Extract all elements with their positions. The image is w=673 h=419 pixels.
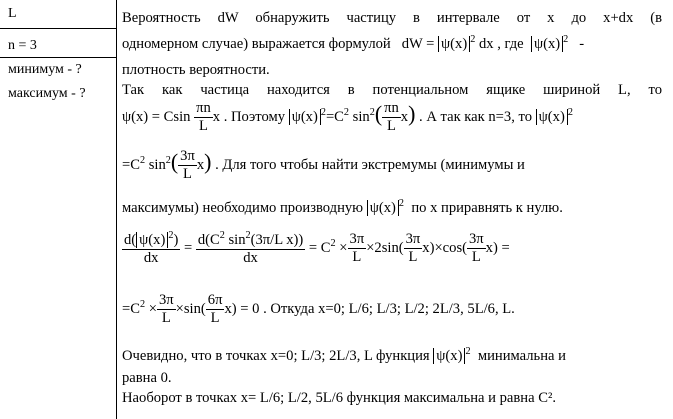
- line-5-t2: . А так как n=3, то: [419, 108, 532, 125]
- given-panel: [0, 0, 116, 419]
- column-divider: [116, 0, 117, 419]
- line-4: Так как частица находится в потенциальном ящике шириной L, то: [122, 82, 662, 98]
- line-6-text: . Для того чтобы найти экстремумы (минимумы и: [215, 156, 525, 173]
- line-9: [122, 292, 515, 327]
- line-3: плотность вероятности.: [122, 62, 270, 78]
- formula-psi: ψ(x) = Csin $\frac{\pi n}{L}$ x: [122, 100, 221, 134]
- formula-zero: $=C^2$ × $\frac{3\pi}{L}$ ×sin( $\frac{6\pi}{L}$ x) = 0: [122, 292, 260, 326]
- frac-d-sin: $\frac{d(C^2 \sin^2(3\pi/L x))}{dx}$: [197, 230, 304, 266]
- formula-derivative-target: ψ(x) $^2$: [367, 200, 404, 216]
- frac-6pi-l: $\frac{6\pi}{L}$: [207, 292, 223, 326]
- line-12: Наоборот в точках x= L/6; L/2, 5L/6 функция максимальна и равна C².: [122, 390, 556, 406]
- formula-min: ψ(x) $^2$: [433, 348, 470, 364]
- line-2-text: одномерном случае) выражается формулой: [122, 35, 391, 52]
- given-length: L: [8, 6, 17, 21]
- frac-3pi-l-c: $\frac{3\pi}{L}$: [469, 230, 484, 265]
- line-11: равна 0.: [122, 370, 172, 386]
- frac-3pi-l-b: $\frac{3\pi}{L}$: [405, 230, 421, 265]
- given-divider-1: [0, 28, 116, 29]
- formula-psi-sq-2: ψ(x) $^2$: [536, 109, 573, 125]
- frac-3pi-l-a: $\frac{3\pi}{L}$: [349, 230, 365, 265]
- line-10-text-2: минимальна и: [477, 347, 566, 364]
- find-minimum: минимум - ?: [8, 62, 82, 77]
- formula-dw: dW = ψ(x) $^2$ dx: [401, 34, 494, 52]
- line-1: Вероятность dW обнаружить частицу в интервале от x до x+dx (в: [122, 10, 662, 26]
- line-10-text: Очевидно, что в точках x=0; L/3; 2L/3, L функция: [122, 347, 430, 364]
- frac-3pi-l-d: $\frac{3\pi}{L}$: [158, 292, 174, 326]
- line-2-end: -: [579, 35, 585, 52]
- given-divider-2: [0, 57, 116, 58]
- line-7-text: максимумы) необходимо производную: [122, 199, 364, 216]
- line-5-t1: . Поэтому: [223, 108, 286, 125]
- line-2: [122, 34, 584, 53]
- line-8-derivative: [122, 230, 510, 267]
- line-9-text: . Откуда x=0; L/6; L/3; L/2; 2L/3, 5L/6, L.: [263, 300, 515, 317]
- line-10: [122, 346, 566, 365]
- line-7: [122, 198, 563, 217]
- line-6: [122, 148, 525, 183]
- find-maximum: максимум - ?: [8, 86, 86, 101]
- derivative-chain: $\frac{d( \psi(x) ^2)}{dx}$ = $\frac{d(C^2 \sin^2(3\pi/L x))}{dx}$ = $C^2$ × $\frac{3\pi}{L}$ ×2sin( $\frac{3\pi}{L}$ x)×cos( $\frac{3\pi}{L}$ x) =: [124, 230, 510, 266]
- formula-n3: $=C^2$ $\sin^2$( $\frac{3\pi}{L}$ x): [122, 148, 212, 182]
- given-n: n = 3: [8, 38, 37, 53]
- frac-3pi-l: $\frac{3\pi}{L}$: [180, 148, 195, 182]
- frac-pin-l: $\frac{\pi n}{L}$: [196, 100, 211, 134]
- line-7-text-2: по x приравнять к нулю.: [411, 199, 563, 216]
- line-2-mid: , где: [497, 35, 524, 52]
- formula-psi-sq: ψ(x) $^2=C^2$ $\sin^2$( $\frac{\pi n}{L}$ x): [289, 109, 416, 125]
- frac-d-psi: $\frac{d( \psi(x) ^2)}{dx}$: [124, 230, 179, 266]
- frac-pin-l-2: $\frac{\pi n}{L}$: [384, 100, 399, 134]
- formula-density: ψ(x) $^2$: [531, 36, 568, 52]
- line-5: [122, 100, 573, 135]
